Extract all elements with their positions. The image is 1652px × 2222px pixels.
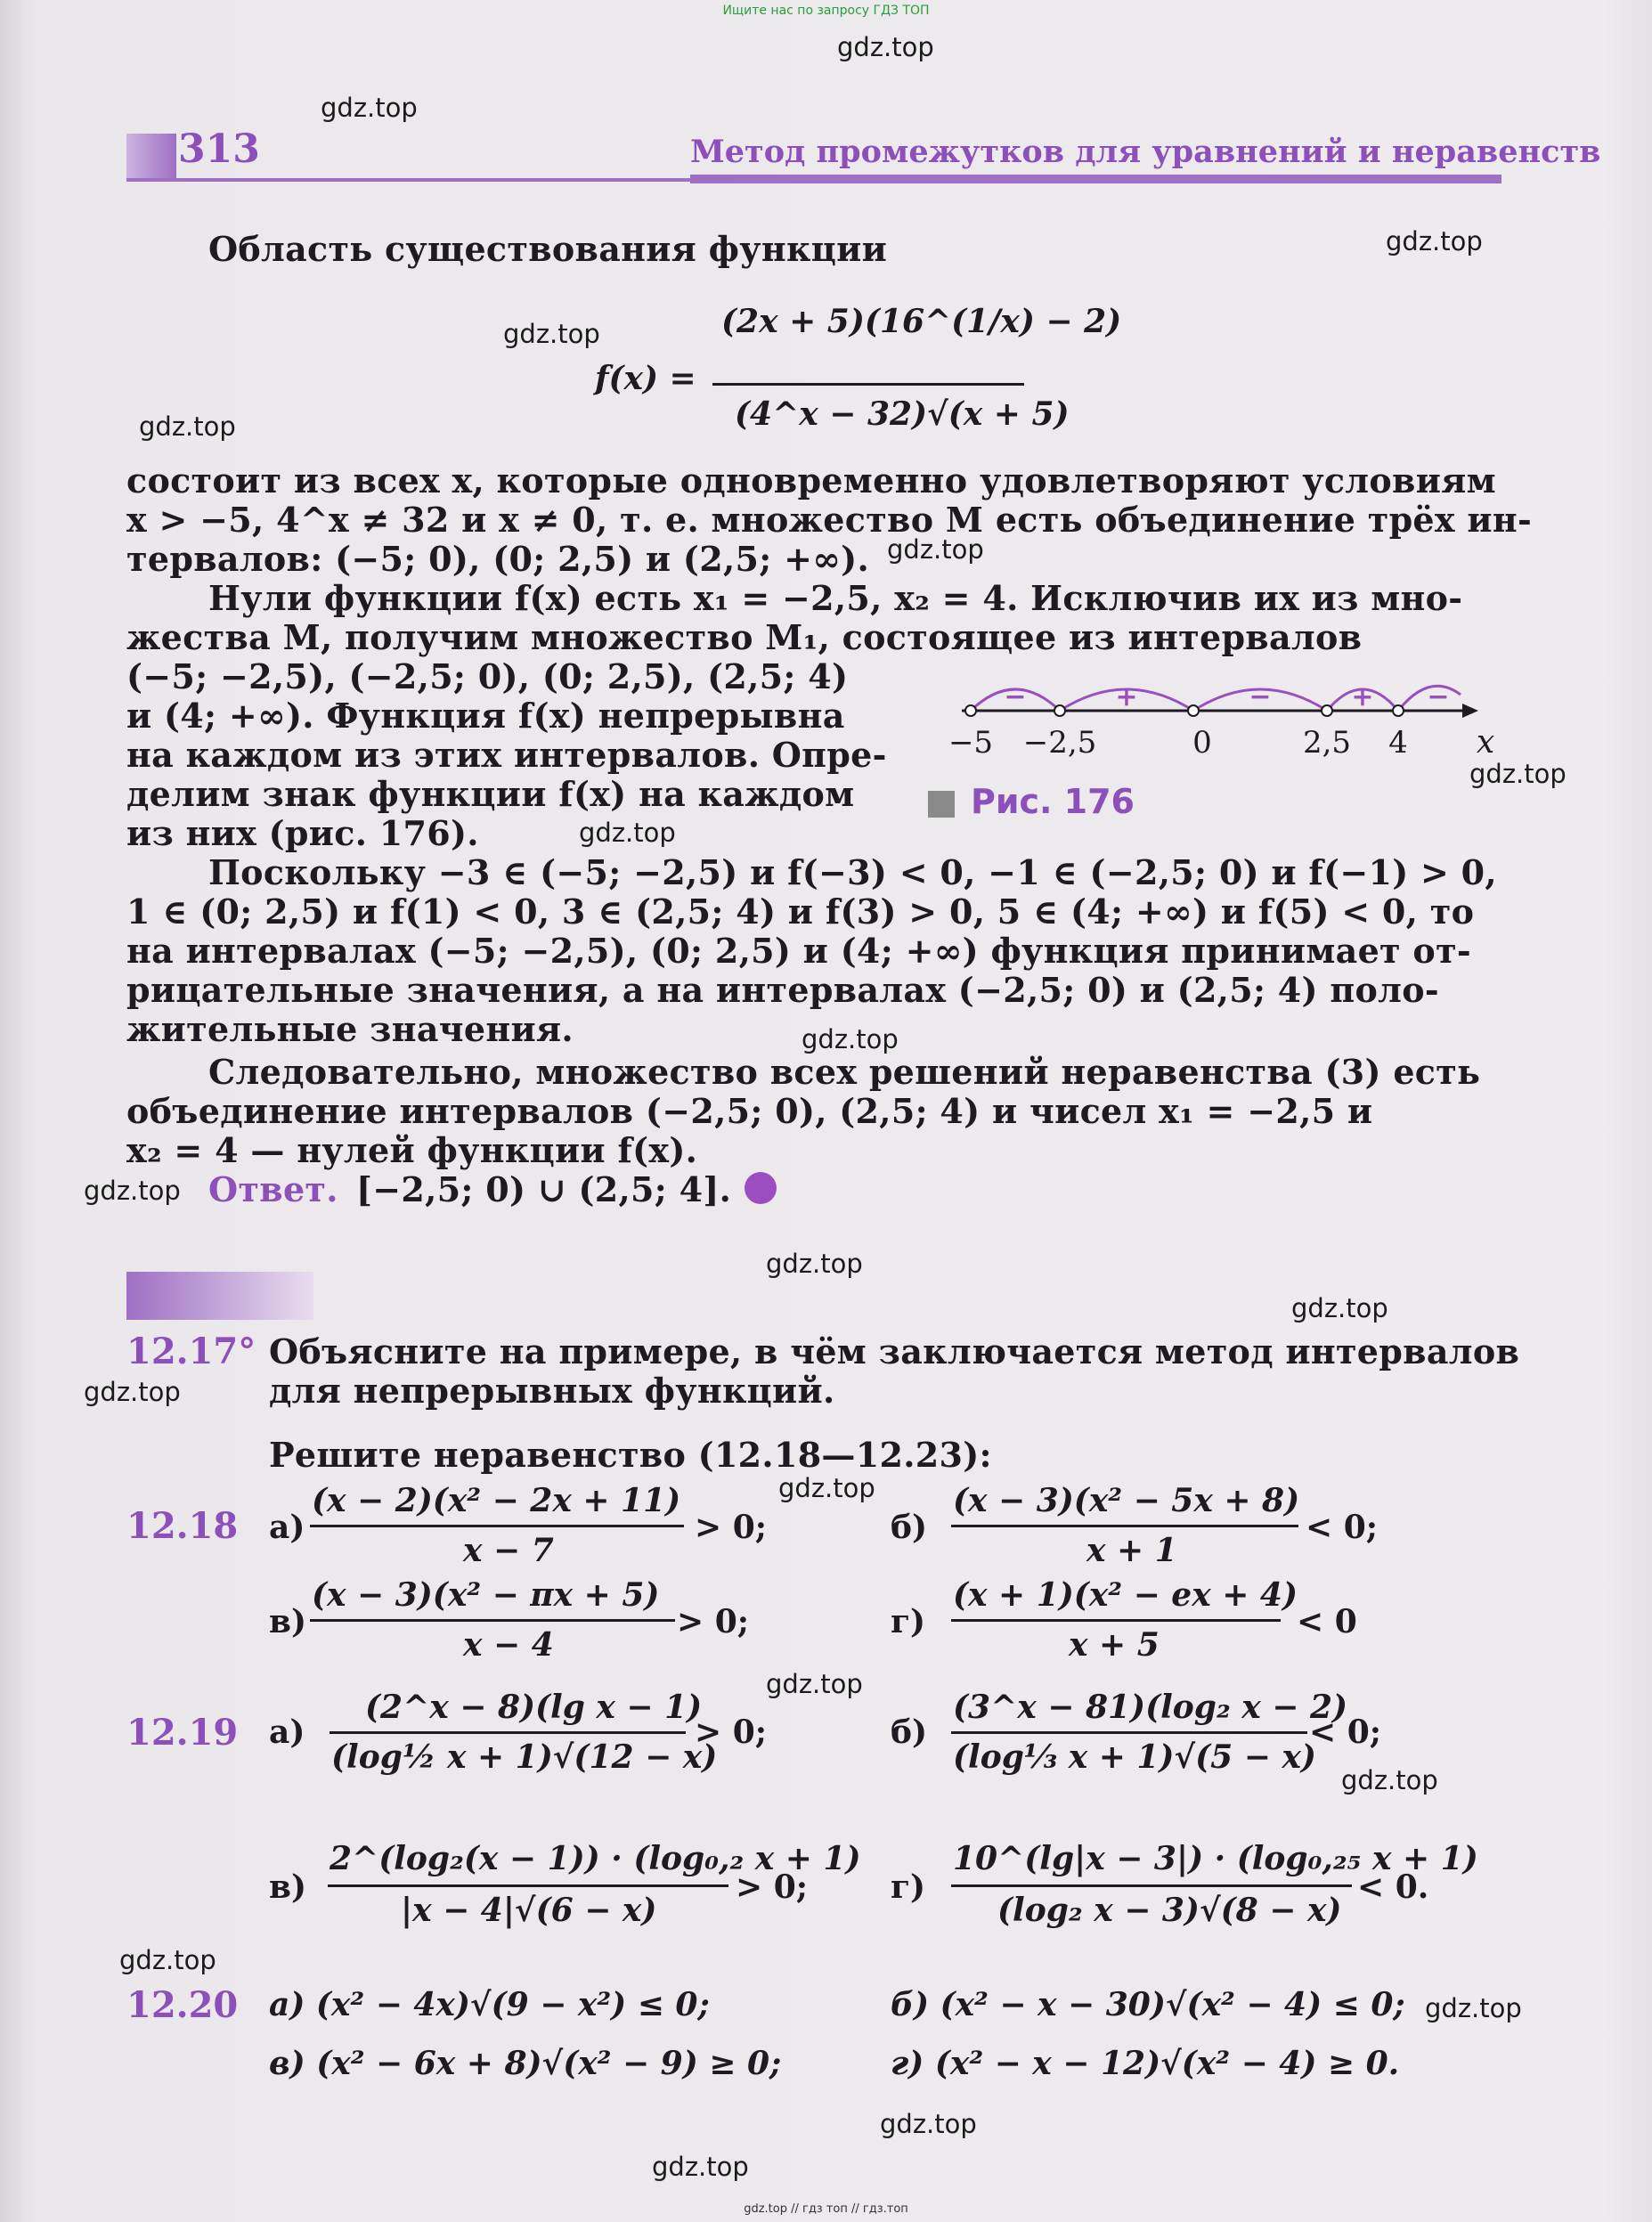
end-of-solution-icon xyxy=(745,1172,777,1204)
exercise-number: 12.19 xyxy=(126,1712,239,1754)
tick-label: 4 xyxy=(1388,725,1408,761)
formula-lhs: f(x) = xyxy=(595,360,696,397)
item-label: б) xyxy=(891,1509,928,1546)
point-marker xyxy=(1393,705,1404,716)
fraction-denominator: x − 4 xyxy=(463,1626,554,1664)
exercise-text: Объясните на примере, в чём заключается метод интервалов xyxy=(269,1331,1520,1371)
fraction-denominator: (log½ x + 1)√(12 − x) xyxy=(331,1738,718,1776)
watermark: gdz.top xyxy=(119,1945,216,1975)
sign-label: − xyxy=(1004,681,1027,712)
fraction-denominator: |x − 4|√(6 − x) xyxy=(401,1892,657,1929)
formula-numerator: (2x + 5)(16^(1/x) − 2) xyxy=(721,303,1122,340)
text-line: тервалов: (−5; 0), (0; 2,5) и (2,5; +∞). xyxy=(126,539,869,579)
relation: < 0; xyxy=(1306,1509,1379,1546)
exercise-number: 12.17° xyxy=(126,1331,256,1372)
point-marker xyxy=(1188,705,1199,716)
tick-label: −5 xyxy=(948,725,994,761)
relation: < 0 xyxy=(1297,1603,1357,1640)
item-label: г) xyxy=(891,1868,926,1906)
watermark: gdz.top xyxy=(1386,226,1483,256)
watermark: gdz.top xyxy=(880,2109,977,2139)
text-line: (−5; −2,5), (−2,5; 0), (0; 2,5), (2,5; 4) xyxy=(126,656,849,696)
relation: > 0; xyxy=(695,1509,768,1546)
watermark: gdz.top xyxy=(139,411,236,442)
item-label: в) xyxy=(269,1603,307,1640)
header-accent-bar xyxy=(126,134,176,180)
item-label: б) xyxy=(891,1713,928,1751)
fraction-numerator: (2^x − 8)(lg x − 1) xyxy=(365,1689,703,1726)
watermark: gdz.top xyxy=(652,2152,749,2182)
relation: < 0; xyxy=(1309,1713,1382,1751)
tick-label: 0 xyxy=(1192,725,1212,761)
item-label: а) xyxy=(269,1713,305,1751)
fraction-bar xyxy=(951,1619,1281,1622)
exercises-accent-bar xyxy=(126,1272,313,1320)
text-line: и (4; +∞). Функция f(x) непрерывна xyxy=(126,696,845,736)
exercise-number: 12.18 xyxy=(126,1505,239,1547)
text-line: на интервалах (−5; −2,5), (0; 2,5) и (4; +∞) функция принимает от- xyxy=(126,931,1472,971)
fraction-numerator: (x − 3)(x² − 5x + 8) xyxy=(953,1482,1300,1519)
fraction-denominator: (log⅓ x + 1)√(5 − x) xyxy=(953,1738,1316,1776)
text-line: на каждом из этих интервалов. Опре- xyxy=(126,735,887,775)
relation: > 0; xyxy=(695,1713,768,1751)
fraction-bar xyxy=(310,1619,675,1622)
point-marker xyxy=(1322,705,1332,716)
top-note: Ищите нас по запросу ГДЗ ТОП xyxy=(722,4,930,18)
watermark: gdz.top xyxy=(1291,1293,1388,1323)
watermark: gdz.top xyxy=(84,1377,181,1407)
figure-marker-icon xyxy=(928,791,955,818)
text-line: из них (рис. 176). xyxy=(126,813,479,853)
watermark: gdz.top xyxy=(802,1024,899,1054)
item-label: в) xyxy=(269,1868,307,1906)
fraction-bar xyxy=(330,1731,686,1734)
header-rule-thick xyxy=(690,175,1501,183)
tick-label: 2,5 xyxy=(1302,725,1352,761)
fraction-bar xyxy=(951,1525,1298,1527)
text-line: делим знак функции f(x) на каждом xyxy=(126,774,855,814)
sign-label: − xyxy=(1249,681,1272,712)
figure-caption: Рис. 176 xyxy=(971,782,1135,821)
exercise-intro: Решите неравенство (12.18—12.23): xyxy=(269,1435,992,1475)
fraction-denominator: (log₂ x − 3)√(8 − x) xyxy=(997,1892,1342,1929)
fraction-bar xyxy=(328,1884,728,1887)
watermark: gdz.top xyxy=(837,32,934,62)
fraction-bar xyxy=(712,383,1024,386)
text-line: жества M, получим множество M₁, состоящее из интервалов xyxy=(126,617,1363,657)
sign-label: + xyxy=(1351,681,1374,712)
tick-label: −2,5 xyxy=(1022,725,1097,761)
sign-label: − xyxy=(1427,681,1450,712)
answer-value: [−2,5; 0) ∪ (2,5; 4]. xyxy=(356,1169,732,1209)
item-label: а) xyxy=(269,1509,305,1546)
formula-denominator: (4^x − 32)√(x + 5) xyxy=(735,395,1070,433)
exercise-item: б) (x² − x − 30)√(x² − 4) ≤ 0; xyxy=(891,1986,1405,2023)
relation: > 0; xyxy=(677,1603,750,1640)
relation: < 0. xyxy=(1357,1868,1429,1906)
axis-label: x xyxy=(1476,724,1495,761)
exercise-item: г) (x² − x − 12)√(x² − 4) ≥ 0. xyxy=(891,2045,1400,2082)
text-line: Следовательно, множество всех решений неравенства (3) есть xyxy=(208,1052,1481,1092)
watermark: gdz.top xyxy=(1425,1993,1522,2023)
text-line: Поскольку −3 ∈ (−5; −2,5) и f(−3) < 0, −1 ∈ (−2,5; 0) и f(−1) > 0, xyxy=(208,852,1497,892)
fraction-numerator: 10^(lg|x − 3|) · (log₀,₂₅ x + 1) xyxy=(953,1840,1478,1877)
number-line-figure xyxy=(944,659,1496,775)
watermark: gdz.top xyxy=(766,1669,863,1699)
text-line: Область существования функции xyxy=(208,229,888,269)
bottom-note: gdz.top // гдз топ // гдз.топ xyxy=(744,2202,908,2216)
text-line: Нули функции f(x) есть x₁ = −2,5, x₂ = 4. Исключив их из мно- xyxy=(208,578,1463,618)
relation: > 0; xyxy=(736,1868,809,1906)
fraction-bar xyxy=(951,1884,1352,1887)
fraction-denominator: x − 7 xyxy=(463,1532,554,1569)
watermark: gdz.top xyxy=(1341,1765,1438,1795)
item-label: г) xyxy=(891,1603,926,1640)
watermark: gdz.top xyxy=(321,93,418,123)
watermark: gdz.top xyxy=(503,319,600,349)
watermark: gdz.top xyxy=(84,1176,181,1206)
text-line: состоит из всех x, которые одновременно удовлетворяют условиям xyxy=(126,460,1496,501)
text-line: x₂ = 4 — нулей функции f(x). xyxy=(126,1130,698,1170)
fraction-numerator: 2^(log₂(x − 1)) · (log₀,₂ x + 1) xyxy=(330,1840,861,1877)
watermark: gdz.top xyxy=(1469,759,1567,789)
fraction-bar xyxy=(951,1731,1307,1734)
page-number: 313 xyxy=(178,126,260,172)
chapter-title: Метод промежутков для уравнений и неравенств xyxy=(690,134,1601,170)
watermark: gdz.top xyxy=(887,534,984,565)
fraction-numerator: (3^x − 81)(log₂ x − 2) xyxy=(953,1689,1348,1726)
fraction-numerator: (x − 3)(x² − πx + 5) xyxy=(312,1576,660,1614)
exercise-text: для непрерывных функций. xyxy=(269,1371,835,1411)
fraction-denominator: x + 1 xyxy=(1086,1532,1177,1569)
sign-label: + xyxy=(1115,681,1138,712)
answer-label: Ответ. xyxy=(208,1169,338,1209)
text-line: x > −5, 4^x ≠ 32 и x ≠ 0, т. е. множество M есть объединение трёх ин- xyxy=(126,500,1533,540)
point-marker xyxy=(965,705,976,716)
text-line: объединение интервалов (−2,5; 0), (2,5; 4) и чисел x₁ = −2,5 и xyxy=(126,1091,1373,1131)
text-line: жительные значения. xyxy=(126,1009,574,1049)
watermark: gdz.top xyxy=(778,1473,875,1503)
fraction-numerator: (x + 1)(x² − ex + 4) xyxy=(953,1576,1298,1614)
exercise-item: а) (x² − 4x)√(9 − x²) ≤ 0; xyxy=(269,1986,710,2023)
fraction-bar xyxy=(310,1525,684,1527)
fraction-numerator: (x − 2)(x² − 2x + 11) xyxy=(312,1482,681,1519)
exercise-item: в) (x² − 6x + 8)√(x² − 9) ≥ 0; xyxy=(269,2045,782,2082)
watermark: gdz.top xyxy=(579,818,676,848)
fraction-denominator: x + 5 xyxy=(1069,1626,1160,1664)
exercise-number: 12.20 xyxy=(126,1984,239,2026)
text-line: рицательные значения, а на интервалах (−2,5; 0) и (2,5; 4) поло- xyxy=(126,970,1439,1010)
axis-arrow-icon xyxy=(1462,704,1478,718)
watermark: gdz.top xyxy=(766,1249,863,1279)
text-line: 1 ∈ (0; 2,5) и f(1) < 0, 3 ∈ (2,5; 4) и f(3) > 0, 5 ∈ (4; +∞) и f(5) < 0, то xyxy=(126,891,1475,932)
point-marker xyxy=(1054,705,1065,716)
